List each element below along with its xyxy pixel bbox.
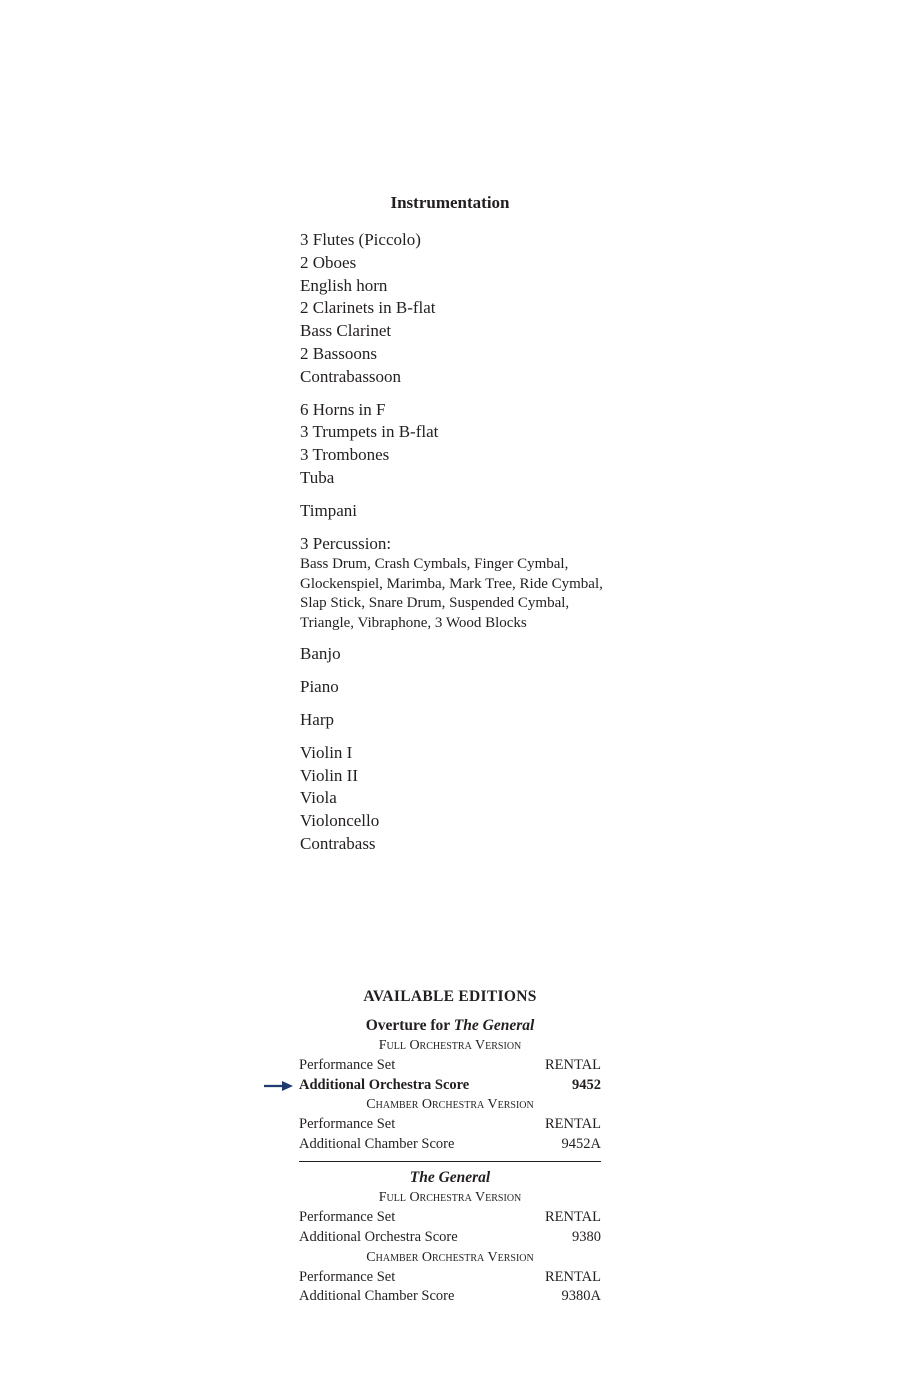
banjo-group (300, 643, 640, 666)
instrumentation-title: Instrumentation (390, 193, 510, 212)
editions-title: AVAILABLE EDITIONS (363, 988, 537, 1005)
edition-item: Performance Set (299, 1057, 396, 1073)
edition-item: Additional Orchestra Score (299, 1076, 470, 1093)
instrument-line: 2 Bassoons (300, 343, 377, 363)
instrument-line: Violin I (300, 742, 353, 762)
instrument-line: Violin II (300, 765, 358, 785)
edition-row (299, 1056, 601, 1076)
edition-row (299, 1287, 601, 1307)
work-title-italic: The General (409, 1169, 491, 1187)
edition-row (299, 1228, 601, 1248)
strings-group (300, 742, 640, 856)
divider (299, 1161, 601, 1162)
instrument-line: Bass Clarinet (300, 321, 392, 341)
edition-row (299, 1268, 601, 1288)
edition-item: Performance Set (299, 1268, 396, 1285)
right-arrow-icon (264, 1080, 294, 1092)
work-title (299, 1168, 601, 1188)
instrument-line: Banjo (300, 644, 341, 664)
instrument-line: Viola (300, 788, 337, 808)
instrument-line: English horn (300, 275, 388, 295)
work-title-italic: The General (453, 1017, 535, 1034)
percussion-detail-line: Bass Drum, Crash Cymbals, Finger Cymbal, (300, 556, 569, 573)
edition-code: RENTAL (544, 1057, 601, 1073)
version-heading: Full Orchestra Version (378, 1190, 522, 1206)
edition-item: Performance Set (299, 1209, 396, 1226)
version-heading: Full Orchestra Version (378, 1038, 522, 1053)
percussion-detail-line: Glockenspiel, Marimba, Mark Tree, Ride Cymbal, (300, 575, 603, 592)
percussion-group (300, 533, 640, 634)
percussion-detail-line: Slap Stick, Snare Drum, Suspended Cymbal, (300, 595, 570, 612)
edition-code: RENTAL (544, 1209, 601, 1226)
edition-row (299, 1115, 601, 1135)
edition-code: RENTAL (544, 1116, 601, 1133)
edition-row (299, 1135, 601, 1155)
edition-item: Additional Orchestra Score (299, 1228, 458, 1245)
timpani-group (300, 500, 640, 523)
version-heading: Chamber Orchestra Version (366, 1249, 534, 1265)
work-title-prefix: Overture for (365, 1017, 450, 1034)
woodwinds-group (300, 229, 640, 389)
brass-group (300, 399, 640, 490)
version-heading: Chamber Orchestra Version (366, 1097, 534, 1113)
edition-code: 9380A (561, 1288, 601, 1305)
instrument-line: 6 Horns in F (300, 399, 386, 419)
instrument-line: Harp (300, 709, 334, 729)
edition-code: RENTAL (544, 1268, 601, 1285)
instrument-line: Violoncello (300, 811, 380, 831)
instrument-line: 3 Flutes (Piccolo) (300, 230, 421, 249)
instrument-line: 2 Oboes (300, 252, 357, 272)
instrument-line: Contrabassoon (300, 366, 402, 386)
edition-code: 9452A (561, 1135, 601, 1152)
harp-group (300, 709, 640, 732)
instrumentation-list (300, 229, 640, 866)
edition-item: Additional Chamber Score (299, 1288, 455, 1305)
instrument-line: Timpani (300, 500, 358, 520)
percussion-detail-line: Triangle, Vibraphone, 3 Wood Blocks (300, 614, 527, 631)
instrument-line: Tuba (300, 467, 335, 487)
instrument-line: Piano (300, 677, 339, 697)
edition-item: Performance Set (299, 1116, 396, 1133)
piano-group (300, 676, 640, 699)
available-editions (299, 986, 601, 1307)
edition-item: Additional Chamber Score (299, 1135, 455, 1152)
instrument-line: 2 Clarinets in B-flat (300, 298, 436, 318)
instrument-line: 3 Trumpets in B-flat (300, 422, 439, 442)
percussion-heading: 3 Percussion: (300, 533, 392, 553)
edition-row-highlighted (299, 1076, 601, 1096)
edition-row (299, 1208, 601, 1228)
edition-code: 9380 (572, 1228, 601, 1245)
edition-code: 9452 (572, 1076, 601, 1093)
instrument-line: 3 Trombones (300, 445, 390, 465)
work-title (299, 1016, 601, 1036)
instrument-line: Contrabass (300, 833, 376, 853)
